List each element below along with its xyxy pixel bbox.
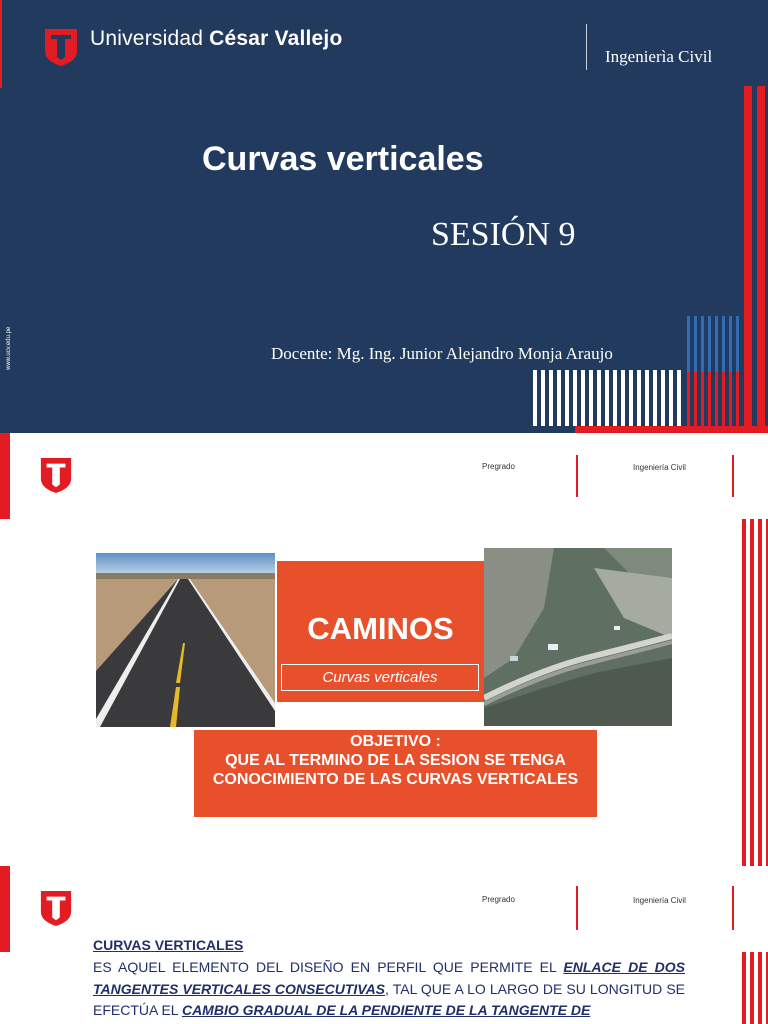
objective-text: QUE AL TERMINO DE LA SESION SE TENGA CONOCIMIENTO DE LAS CURVAS VERTICALES xyxy=(212,752,579,788)
career-label: Ingenierìa Civil xyxy=(605,47,713,66)
objective-title: OBJETIVO : xyxy=(350,733,441,750)
objective-box xyxy=(194,730,597,817)
decorative-stripes xyxy=(0,0,768,433)
slide-title: Curvas verticales xyxy=(202,140,484,178)
mountain-road-photo xyxy=(484,548,672,726)
objective-slide xyxy=(0,433,768,866)
level-label: Pregrado xyxy=(482,895,515,904)
header-separator xyxy=(732,455,734,497)
road-photo xyxy=(96,553,275,727)
decorative-stripes xyxy=(740,519,768,866)
slide-heading: CAMINOS xyxy=(307,611,454,646)
header-separator xyxy=(732,886,734,930)
teacher-label: Docente: Mg. Ing. Junior Alejandro Monja Araujo xyxy=(271,344,613,363)
decorative-stripes xyxy=(740,952,768,1024)
definition-text: ES AQUEL ELEMENTO DEL DISEÑO EN PERFIL QUE PERMITE EL ENLACE DE DOS TANGENTES VERTICALES CONSECUTIVAS, TAL QUE A LO LARGO DE SU LONGITUD SE EFECTÚA EL CAMBIO GRADUAL DE LA PENDIENTE DE LA TANGENTE DE xyxy=(93,959,685,1018)
header-separator xyxy=(576,886,578,930)
ucv-logo-icon xyxy=(39,456,73,494)
definition-title: CURVAS VERTICALES xyxy=(93,937,244,953)
website-label: www.ucv.edu.pe xyxy=(6,326,12,370)
definition-slide xyxy=(0,866,768,1024)
university-name: Universidad César Vallejo xyxy=(90,27,343,50)
left-accent-bar xyxy=(0,866,10,952)
level-label: Pregrado xyxy=(482,462,515,471)
career-label: Ingeniería Civil xyxy=(633,896,686,905)
slide-subheading: Curvas verticales xyxy=(322,669,438,686)
subtitle-box xyxy=(281,664,479,691)
ucv-logo-icon xyxy=(39,889,73,927)
title-slide xyxy=(0,0,768,433)
session-label: SESIÓN 9 xyxy=(431,216,576,253)
left-accent-bar xyxy=(0,433,10,519)
header-separator xyxy=(576,455,578,497)
career-label: Ingeniería Civil xyxy=(633,463,686,472)
